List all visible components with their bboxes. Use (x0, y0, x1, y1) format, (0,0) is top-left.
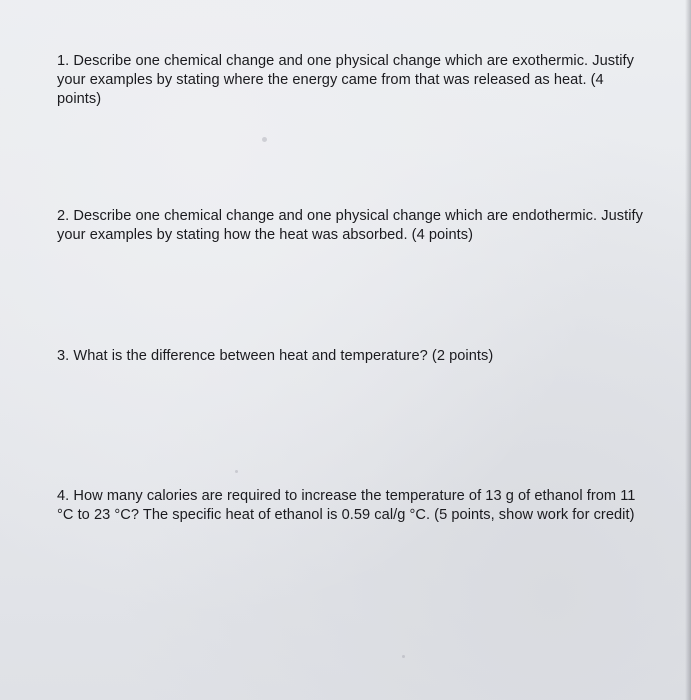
question-2: 2. Describe one chemical change and one physical change which are endothermic. Justify your examples by stating how the heat was absorbed. (4 points) (57, 208, 643, 243)
paper-speck (235, 470, 238, 473)
question-1: 1. Describe one chemical change and one physical change which are exothermic. Justify your examples by stating where the energy came from that was released as heat. (4 points) (57, 53, 634, 107)
question-4: 4. How many calories are required to increase the temperature of 13 g of ethanol from 11 °C to 23 °C? The specific heat of ethanol is 0.59 cal/g °C. (5 points, show work for credit) (57, 488, 636, 523)
page-edge-shadow (685, 0, 691, 700)
paper-speck (262, 137, 267, 142)
question-3: 3. What is the difference between heat and temperature? (2 points) (57, 348, 494, 364)
paper-speck (402, 655, 405, 658)
